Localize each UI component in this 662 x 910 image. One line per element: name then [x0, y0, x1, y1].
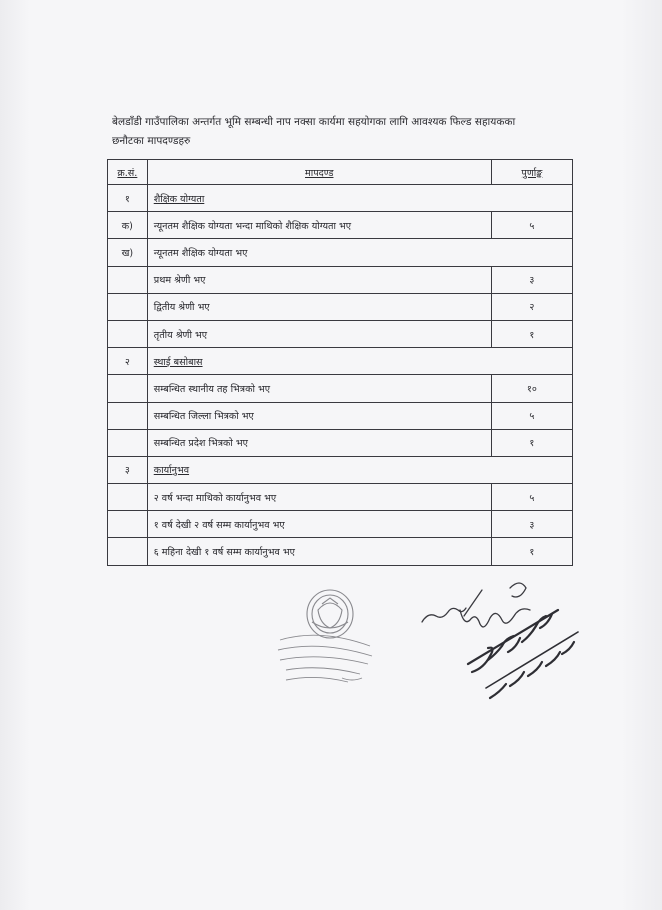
- cell-serial-number: [108, 293, 148, 320]
- section-title: शैक्षिक योग्यता: [153, 193, 205, 205]
- table-row: [108, 293, 573, 320]
- cell-criteria: न्यूनतम शैक्षिक योग्यता भन्दा माथिको शैक्षिक योग्यता भए: [147, 212, 491, 239]
- table-row: [108, 538, 573, 565]
- cell-full-marks: १०: [491, 375, 572, 402]
- criteria-table: [107, 159, 573, 566]
- table-section-row: [108, 239, 573, 266]
- cell-criteria: सम्बन्धित प्रदेश भित्रको भए: [147, 429, 491, 456]
- cell-criteria: द्वितीय श्रेणी भए: [147, 293, 491, 320]
- cell-serial-number: [108, 538, 148, 565]
- table-header-row: [108, 160, 573, 185]
- table-row: [108, 511, 573, 538]
- signature-block: [410, 568, 590, 708]
- cell-criteria: तृतीय श्रेणी भए: [147, 320, 491, 347]
- heading-line-2: छनौटका मापदण्डहरु: [112, 135, 191, 147]
- table-row: [108, 266, 573, 293]
- table-row: [108, 212, 573, 239]
- cell-criteria: [147, 348, 572, 375]
- cell-criteria: ६ महिना देखी १ वर्ष सम्म कार्यानुभव भए: [147, 538, 491, 565]
- table-section-row: [108, 456, 573, 483]
- cell-serial-number: [108, 429, 148, 456]
- cell-criteria: [147, 456, 572, 483]
- cell-serial-number: ३: [108, 456, 148, 483]
- cell-full-marks: १: [491, 320, 572, 347]
- cell-full-marks: ५: [491, 484, 572, 511]
- header-serial-number: क्र.सं.: [108, 160, 148, 185]
- section-title: कार्यानुभव: [153, 465, 190, 477]
- table-row: [108, 320, 573, 347]
- cell-serial-number: [108, 511, 148, 538]
- table-section-row: [108, 185, 573, 212]
- cell-criteria: सम्बन्धित जिल्ला भित्रको भए: [147, 402, 491, 429]
- cell-serial-number: [108, 402, 148, 429]
- cell-criteria: प्रथम श्रेणी भए: [147, 266, 491, 293]
- cell-serial-number: [108, 266, 148, 293]
- cell-serial-number: [108, 484, 148, 511]
- cell-serial-number: [108, 375, 148, 402]
- cell-criteria: न्यूनतम शैक्षिक योग्यता भए: [147, 239, 572, 266]
- table-row: [108, 402, 573, 429]
- cell-criteria: सम्बन्धित स्थानीय तह भित्रको भए: [147, 375, 491, 402]
- cell-full-marks: १: [491, 429, 572, 456]
- cell-full-marks: ३: [491, 266, 572, 293]
- document-heading: [112, 113, 582, 151]
- table-row: [108, 375, 573, 402]
- table-section-row: [108, 348, 573, 375]
- cell-serial-number: क): [108, 212, 148, 239]
- cell-criteria: २ वर्ष भन्दा माथिको कार्यानुभव भए: [147, 484, 491, 511]
- cell-full-marks: १: [491, 538, 572, 565]
- cell-full-marks: २: [491, 293, 572, 320]
- heading-line-1: बेलडाँडी गाउँपालिका अन्तर्गत भूमि सम्बन्धी नाप नक्सा कार्यमा सहयोगका लागि आवश्यक फिल्ड सहायकका: [112, 116, 516, 128]
- cell-criteria: [147, 185, 572, 212]
- table-row: [108, 429, 573, 456]
- cell-serial-number: ख): [108, 239, 148, 266]
- header-criteria: मापदण्ड: [147, 160, 491, 185]
- office-seal: [272, 582, 382, 692]
- cell-criteria: १ वर्ष देखी २ वर्ष सम्म कार्यानुभव भए: [147, 511, 491, 538]
- cell-serial-number: १: [108, 185, 148, 212]
- cell-full-marks: ५: [491, 212, 572, 239]
- cell-full-marks: ३: [491, 511, 572, 538]
- cell-serial-number: २: [108, 348, 148, 375]
- cell-full-marks: ५: [491, 402, 572, 429]
- cell-serial-number: [108, 320, 148, 347]
- table-row: [108, 484, 573, 511]
- section-title: स्थाई बसोबास: [153, 356, 203, 368]
- header-full-marks: पुर्णाङ्क: [491, 160, 572, 185]
